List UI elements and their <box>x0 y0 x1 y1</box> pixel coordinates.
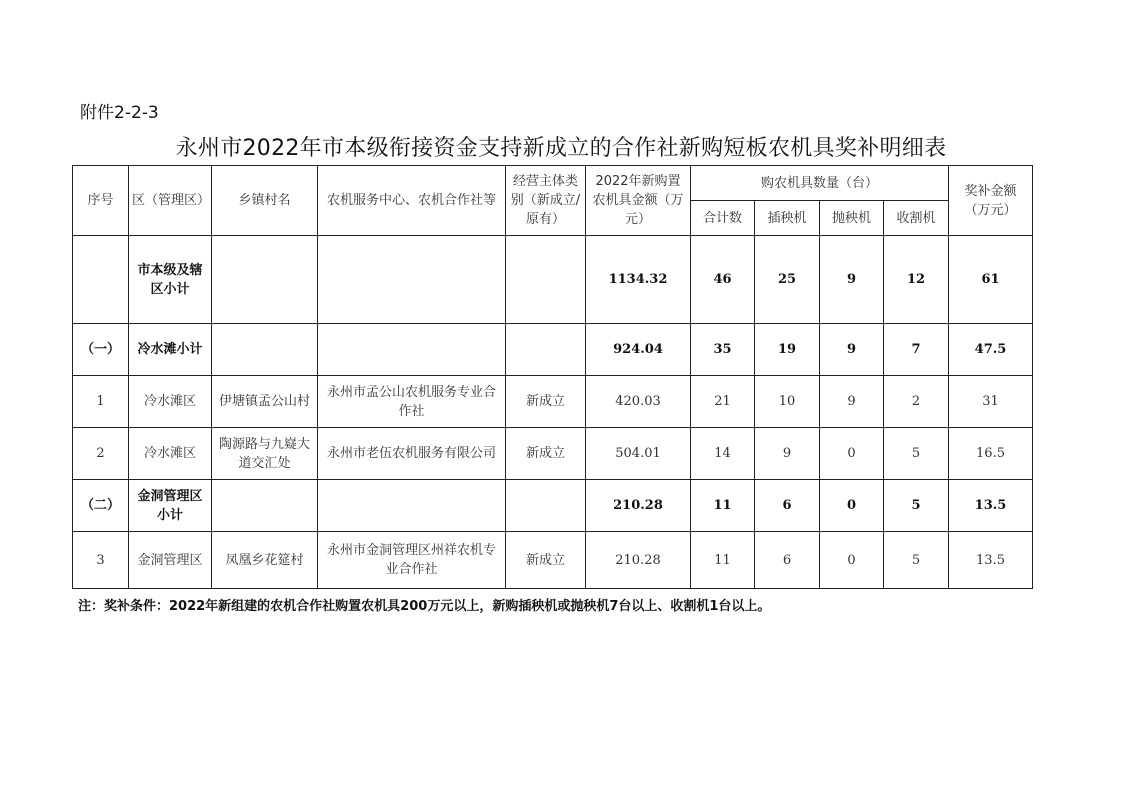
header-district: 区（管理区） <box>129 166 212 236</box>
cell-subsidy: 31 <box>949 376 1033 428</box>
header-qty-group: 购农机具数量（台） <box>691 166 949 201</box>
cell-transplanter: 6 <box>755 480 820 532</box>
cell-subsidy: 13.5 <box>949 532 1033 589</box>
header-total: 合计数 <box>691 201 755 236</box>
cell-thrower: 9 <box>820 236 884 324</box>
cell-district: 冷水滩区 <box>129 428 212 480</box>
cell-type <box>506 324 586 376</box>
table-row-lengshuitan-subtotal <box>73 324 1033 376</box>
cell-amount: 210.28 <box>586 480 691 532</box>
cell-seq: 2 <box>73 428 129 480</box>
table-row <box>73 532 1033 589</box>
cell-harvester: 5 <box>884 532 949 589</box>
document-title: 永州市2022年市本级衔接资金支持新成立的合作社新购短板农机具奖补明细表 <box>175 136 947 161</box>
header-seq: 序号 <box>73 166 129 236</box>
cell-total: 35 <box>691 324 755 376</box>
cell-amount: 924.04 <box>586 324 691 376</box>
cell-seq: （一） <box>73 324 129 376</box>
cell-org <box>318 324 506 376</box>
header-harvester: 收割机 <box>884 201 949 236</box>
cell-amount: 420.03 <box>586 376 691 428</box>
header-amount: 2022年新购置农机具金额（万元） <box>586 166 691 236</box>
cell-type: 新成立 <box>506 428 586 480</box>
cell-org: 永州市孟公山农机服务专业合作社 <box>318 376 506 428</box>
cell-transplanter: 6 <box>755 532 820 589</box>
cell-total: 11 <box>691 532 755 589</box>
header-transplanter: 插秧机 <box>755 201 820 236</box>
cell-harvester: 5 <box>884 428 949 480</box>
header-row-1 <box>73 166 1033 201</box>
header-village: 乡镇村名 <box>212 166 318 236</box>
cell-thrower: 0 <box>820 480 884 532</box>
cell-district: 金洞管理区 <box>129 532 212 589</box>
cell-village <box>212 324 318 376</box>
cell-subsidy: 16.5 <box>949 428 1033 480</box>
cell-village: 伊塘镇孟公山村 <box>212 376 318 428</box>
cell-harvester: 7 <box>884 324 949 376</box>
cell-thrower: 9 <box>820 376 884 428</box>
header-thrower: 抛秧机 <box>820 201 884 236</box>
cell-subsidy: 61 <box>949 236 1033 324</box>
cell-seq <box>73 236 129 324</box>
cell-org: 永州市金洞管理区州祥农机专业合作社 <box>318 532 506 589</box>
cell-type: 新成立 <box>506 376 586 428</box>
cell-seq: 1 <box>73 376 129 428</box>
cell-harvester: 5 <box>884 480 949 532</box>
cell-village <box>212 236 318 324</box>
cell-total: 14 <box>691 428 755 480</box>
cell-org: 永州市老伍农机服务有限公司 <box>318 428 506 480</box>
cell-org <box>318 480 506 532</box>
cell-harvester: 12 <box>884 236 949 324</box>
cell-amount: 210.28 <box>586 532 691 589</box>
cell-district: 金洞管理区小计 <box>129 480 212 532</box>
cell-transplanter: 10 <box>755 376 820 428</box>
cell-type <box>506 480 586 532</box>
cell-transplanter: 19 <box>755 324 820 376</box>
cell-transplanter: 9 <box>755 428 820 480</box>
cell-total: 21 <box>691 376 755 428</box>
header-subsidy: 奖补金额（万元） <box>949 166 1033 236</box>
table-row-city-subtotal <box>73 236 1033 324</box>
cell-village: 凤凰乡花筵村 <box>212 532 318 589</box>
cell-org <box>318 236 506 324</box>
cell-type: 新成立 <box>506 532 586 589</box>
subsidy-table <box>72 165 1033 589</box>
cell-village <box>212 480 318 532</box>
cell-district: 市本级及辖区小计 <box>129 236 212 324</box>
footnote: 注：奖补条件：2022年新组建的农机合作社购置农机具200万元以上，新购插秧机或抛秧机7台以上、收割机1台以上。 <box>78 599 771 614</box>
cell-seq: （二） <box>73 480 129 532</box>
cell-seq: 3 <box>73 532 129 589</box>
cell-amount: 504.01 <box>586 428 691 480</box>
header-type: 经营主体类别（新成立/原有） <box>506 166 586 236</box>
cell-harvester: 2 <box>884 376 949 428</box>
cell-village: 陶源路与九嶷大道交汇处 <box>212 428 318 480</box>
cell-thrower: 0 <box>820 532 884 589</box>
attachment-label: 附件2-2-3 <box>80 103 159 123</box>
table-row <box>73 376 1033 428</box>
cell-type <box>506 236 586 324</box>
header-org: 农机服务中心、农机合作社等 <box>318 166 506 236</box>
cell-subsidy: 13.5 <box>949 480 1033 532</box>
cell-thrower: 9 <box>820 324 884 376</box>
cell-thrower: 0 <box>820 428 884 480</box>
cell-transplanter: 25 <box>755 236 820 324</box>
table-row-jindong-subtotal <box>73 480 1033 532</box>
cell-subsidy: 47.5 <box>949 324 1033 376</box>
cell-district: 冷水滩小计 <box>129 324 212 376</box>
cell-district: 冷水滩区 <box>129 376 212 428</box>
cell-amount: 1134.32 <box>586 236 691 324</box>
table-row <box>73 428 1033 480</box>
cell-total: 11 <box>691 480 755 532</box>
cell-total: 46 <box>691 236 755 324</box>
